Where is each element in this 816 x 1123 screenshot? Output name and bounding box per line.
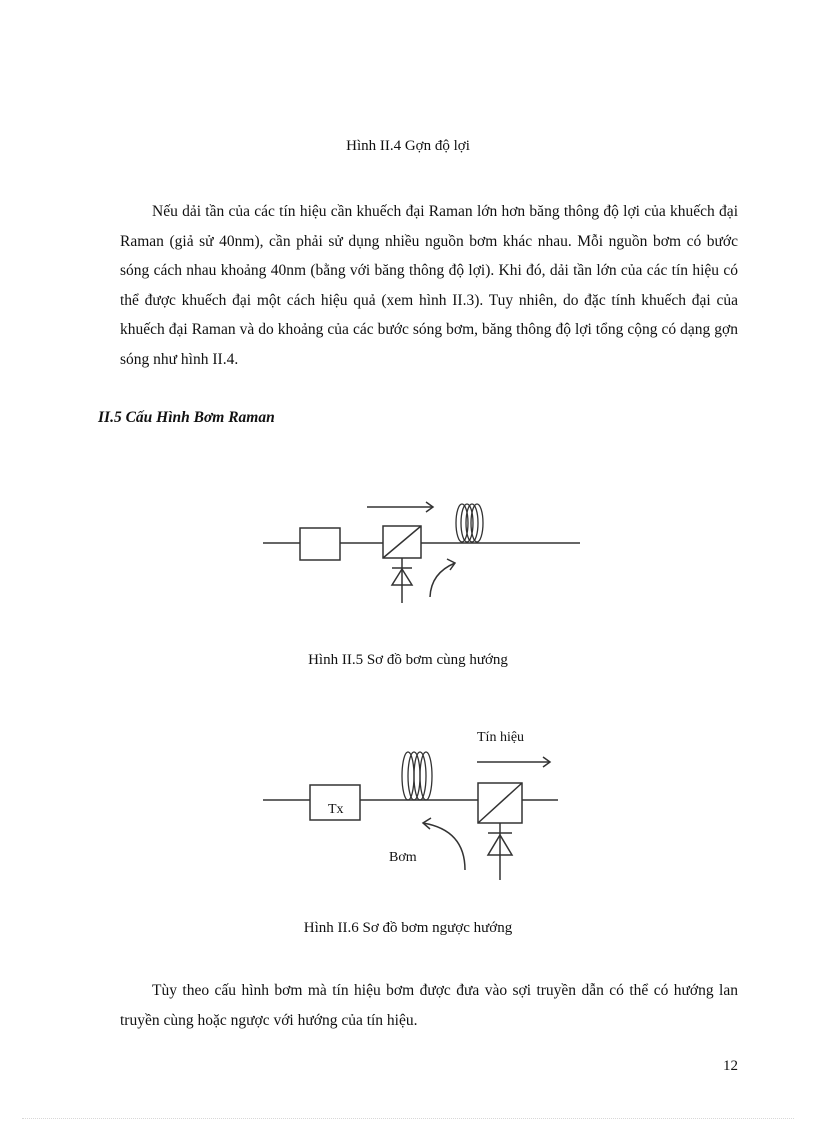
paragraph-text: Nếu dải tần của các tín hiệu cần khuếch đại Raman lớn hơn băng thông độ lợi của khuếch đại Raman (giả sử 40nm), cần phải sử dụng nhiều nguồn bơm khác nhau. Mỗi nguồn bơm có bước sóng cách nhau khoảng 40nm (bằng với băng thông độ lợi). Khi đó, dải tần lớn của các tín hiệu có thể được khuếch đại một cách hiệu quả (xem hình II.3). Tuy nhiên, do đặc tính khuếch đại của khuếch đại Raman và do khoảng của các bước sóng bơm, băng thông độ lợi tổng cộng có dạng gợn sóng như hình II.4. [120, 203, 738, 368]
figure-co-pumping-diagram [255, 495, 590, 610]
section-heading: II.5 Cấu Hình Bơm Raman [98, 409, 275, 426]
fiber-coil-icon [402, 752, 432, 800]
figure-counter-pumping-diagram [255, 725, 570, 885]
fiber-coil-icon [456, 504, 483, 542]
pump-label: Bơm [389, 850, 417, 865]
pump-direction-arrow-icon [430, 559, 455, 597]
paragraph-pump-direction [120, 976, 738, 1035]
pump-laser-diode-icon [488, 823, 512, 880]
footer-divider [22, 1118, 794, 1119]
paragraph-raman-bandwidth [120, 197, 738, 374]
pump-direction-arrow-icon [423, 818, 465, 870]
signal-label: Tín hiệu [477, 730, 525, 745]
paragraph-text: Tùy theo cấu hình bơm mà tín hiệu bơm được đưa vào sợi truyền dẫn có thể có hướng lan truyền cùng hoặc ngược với hướng của tín hiệu. [120, 982, 738, 1029]
transmitter-box [300, 528, 340, 560]
figure-caption-ii4: Hình II.4 Gợn độ lợi [346, 138, 470, 154]
signal-direction-arrow-icon [477, 757, 550, 767]
transmitter-label: Tx [328, 802, 344, 817]
page-number: 12 [723, 1058, 738, 1074]
figure-caption-ii5: Hình II.5 Sơ đồ bơm cùng hướng [308, 652, 508, 668]
signal-direction-arrow-icon [367, 502, 433, 512]
figure-caption-ii6: Hình II.6 Sơ đồ bơm ngược hướng [303, 920, 513, 936]
pump-laser-diode-icon [392, 558, 412, 603]
